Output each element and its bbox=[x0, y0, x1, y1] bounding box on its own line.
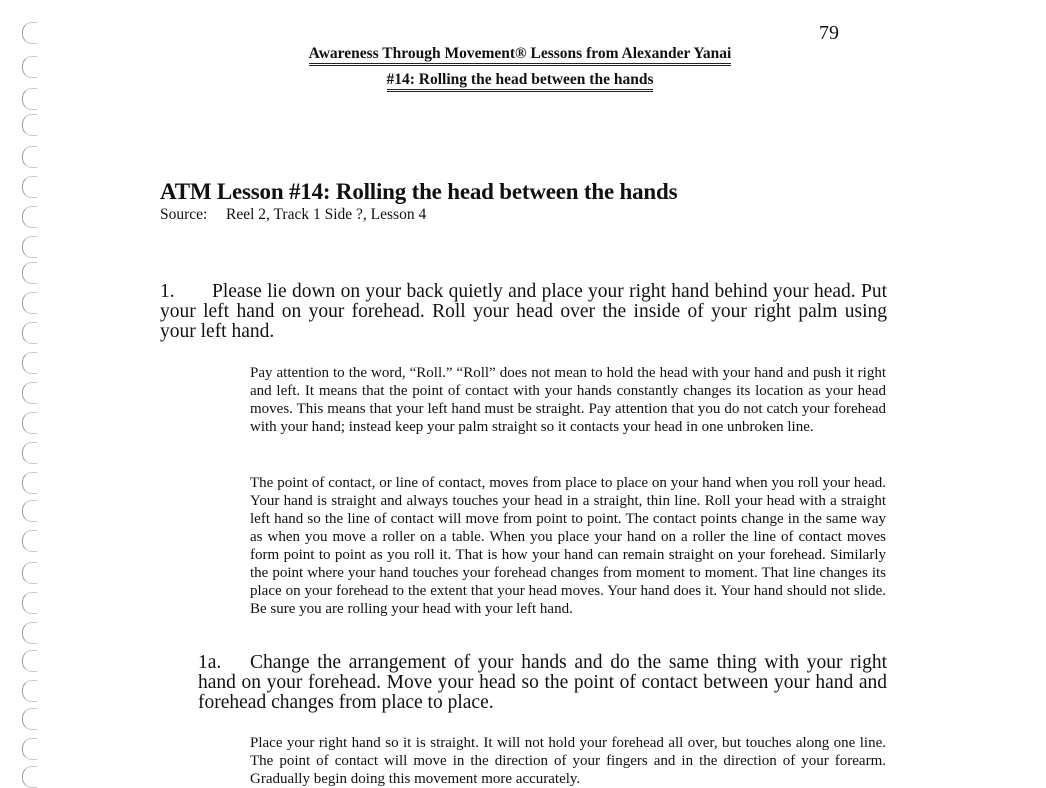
binder-hole bbox=[22, 352, 37, 374]
binder-hole bbox=[22, 738, 37, 760]
binder-hole bbox=[22, 680, 37, 702]
step-text: Please lie down on your back quietly and place your right hand behind your head. Put your left hand on your forehead. Roll your head over the inside of your right palm using your left hand. bbox=[160, 281, 887, 342]
binder-hole bbox=[22, 766, 37, 788]
binder-hole bbox=[22, 500, 37, 522]
binder-hole bbox=[22, 650, 37, 672]
binder-hole bbox=[22, 88, 37, 110]
binder-hole bbox=[22, 562, 37, 584]
instruction-note: Pay attention to the word, “Roll.” “Roll” does not mean to hold the head with your hand and push it right and left. It means that the point of contact with your hands constantly changes its location as your head moves. This means that your left hand must be straight. Pay attention that you do not catch your forehead with your hand; instead keep your palm straight so it contacts your head in one unbroken line. bbox=[250, 365, 886, 435]
binder-hole bbox=[22, 206, 37, 228]
binder-hole bbox=[22, 114, 37, 136]
source-label: Source: bbox=[160, 206, 208, 223]
source-value: Reel 2, Track 1 Side ?, Lesson 4 bbox=[226, 206, 427, 223]
page-number: 79 bbox=[819, 22, 839, 44]
instruction-note: The point of contact, or line of contact, moves from place to place on your hand when you roll your head. Your hand is straight and always touches your head in a straight, thin line. Roll your head with a straight left hand so the line of contact will move from point to point. The contact points change in the same way as when you move a roller on a table. When you place your hand on a roller the line of contact moves form point to point as you roll it. That is how your hand can remain straight on your forehead. Similarly the point where your hand touches your forehead changes from moment to moment. That line changes its place on your forehead to the extent that your head moves. Your hand does it. Your hand should not slide. Be sure you are rolling your head with your left hand. bbox=[250, 475, 886, 617]
binder-hole bbox=[22, 708, 37, 730]
binder-hole bbox=[22, 530, 37, 552]
step-1 bbox=[160, 282, 887, 342]
header-series-title: Awareness Through Movement® Lessons from Alexander Yanai bbox=[309, 44, 732, 66]
binder-hole bbox=[22, 622, 37, 644]
binder-hole bbox=[22, 56, 37, 78]
binder-hole bbox=[22, 236, 37, 258]
binder-holes bbox=[22, 0, 52, 783]
binder-hole bbox=[22, 592, 37, 614]
step-number: 1. bbox=[160, 281, 175, 302]
step-number: 1a. bbox=[198, 652, 222, 673]
step-1a bbox=[198, 653, 887, 713]
binder-hole bbox=[22, 262, 37, 284]
instruction-note: Place your right hand so it is straight. It will not hold your forehead all over, but touches along one line. The point of contact will move in the direction of your fingers and in the direction of your forearm. Gradually begin doing this movement more accurately. bbox=[250, 735, 886, 787]
binder-hole bbox=[22, 442, 37, 464]
binder-hole bbox=[22, 146, 37, 168]
lesson-title: ATM Lesson #14: Rolling the head between the hands bbox=[160, 179, 678, 204]
binder-hole bbox=[22, 292, 37, 314]
binder-hole bbox=[22, 22, 37, 44]
lesson-source bbox=[160, 206, 426, 224]
binder-hole bbox=[22, 176, 37, 198]
step-text: Change the arrangement of your hands and do the same thing with your right hand on your forehead. Move your head so the point of contact between your hand and forehead changes from place to place. bbox=[198, 652, 887, 713]
binder-hole bbox=[22, 472, 37, 494]
binder-hole bbox=[22, 382, 37, 404]
running-header bbox=[200, 44, 840, 92]
binder-hole bbox=[22, 322, 37, 344]
header-lesson-title: #14: Rolling the head between the hands bbox=[387, 70, 654, 92]
binder-hole bbox=[22, 412, 37, 434]
